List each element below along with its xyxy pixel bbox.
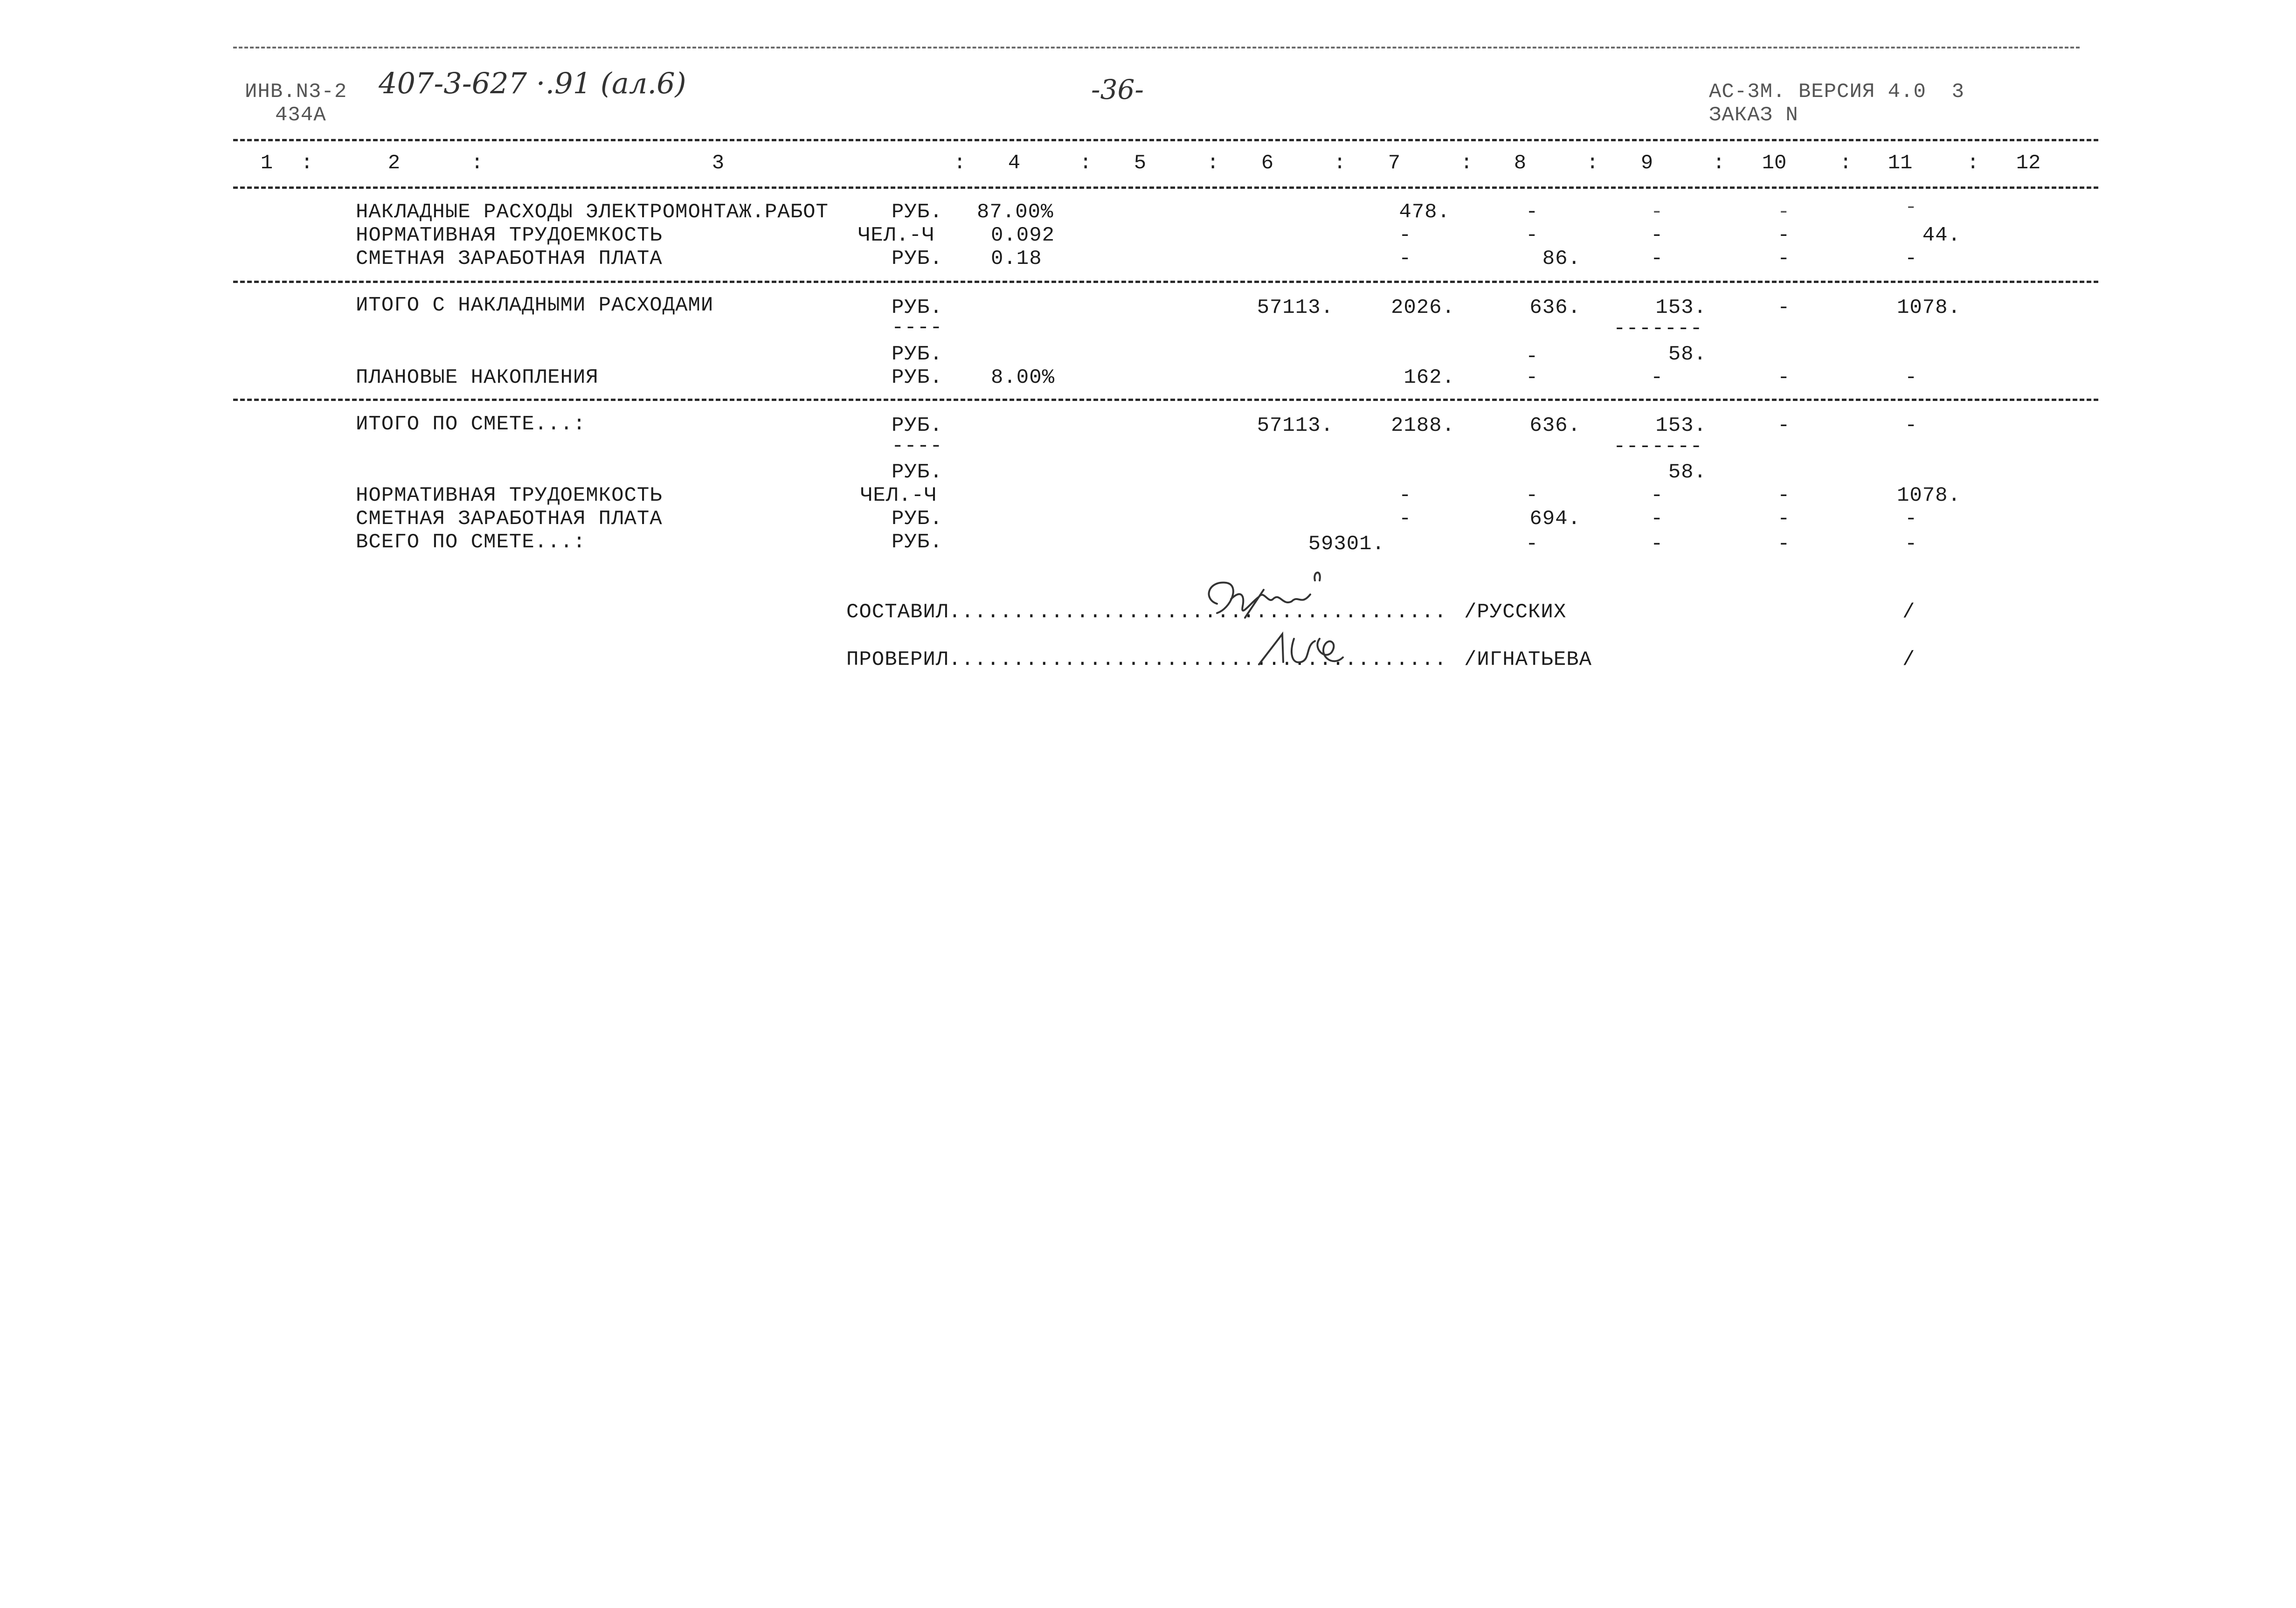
cell-col11: 1078. — [1896, 296, 1961, 319]
cell-col4: 87.00% — [977, 200, 1054, 224]
row-name: ПЛАНОВЫЕ НАКОПЛЕНИЯ — [356, 366, 599, 389]
cell-col8: - — [1526, 532, 1539, 556]
cell-col10: - — [1777, 484, 1791, 507]
column-11: 11 — [1888, 152, 1913, 175]
row-unit: РУБ. — [892, 200, 943, 224]
compiled-name: /РУССКИХ — [1464, 600, 1567, 624]
cell-col10: - — [1777, 224, 1791, 247]
cell-col11: - — [1905, 247, 1918, 270]
row-name: СМЕТНАЯ ЗАРАБОТНАЯ ПЛАТА — [356, 507, 663, 531]
cell-col9: - — [1651, 224, 1664, 247]
column-1: 1 — [260, 152, 273, 175]
handwritten-signature — [1250, 620, 1371, 676]
program-version: АС-3М. ВЕРСИЯ 4.0 3 — [1709, 80, 1965, 104]
cell-col8: - — [1526, 224, 1539, 247]
checked-name: /ИГНАТЬЕВА — [1464, 648, 1592, 671]
column-sep: : — [1079, 152, 1093, 175]
column-12: 12 — [2016, 152, 2041, 175]
cell-col6: 57113. — [1257, 296, 1334, 319]
inventory-number: 434А — [275, 104, 326, 127]
row-unit-second: РУБ. — [892, 343, 943, 366]
cell-col10: - — [1777, 414, 1791, 437]
column-sep: : — [1713, 152, 1726, 175]
cell-col10: - — [1777, 366, 1791, 389]
cell-col11: - — [1905, 414, 1918, 437]
inventory-label: ИНВ.N3-2 — [245, 80, 347, 104]
row-name: НАКЛАДНЫЕ РАСХОДЫ ЭЛЕКТРОМОНТАЖ.РАБОТ — [356, 200, 829, 224]
cell-col11: 1078. — [1896, 484, 1961, 507]
section-rule — [233, 399, 2098, 401]
checked-slash: / — [1902, 648, 1916, 671]
column-sep: : — [1334, 152, 1347, 175]
column-sep: : — [471, 152, 484, 175]
cell-col6: 59301. — [1308, 532, 1385, 556]
cell-col9-dash: ------- — [1613, 435, 1703, 458]
row-name: ИТОГО ПО СМЕТЕ...: — [356, 413, 586, 436]
column-3: 3 — [712, 152, 725, 175]
row-unit-dash: ---- — [892, 316, 943, 339]
cell-col9: - — [1651, 247, 1664, 270]
column-5: 5 — [1134, 152, 1147, 175]
cell-col6: 57113. — [1257, 414, 1334, 437]
cell-col11: - — [1905, 366, 1918, 389]
cell-col9-second: 58. — [1668, 461, 1707, 484]
cell-col9: - — [1651, 200, 1664, 224]
row-unit: РУБ. — [892, 296, 943, 319]
cell-col7: 2188. — [1390, 414, 1455, 437]
cell-col11: 44. — [1922, 224, 1961, 247]
row-unit: РУБ. — [892, 366, 943, 389]
row-name: ИТОГО С НАКЛАДНЫМИ РАСХОДАМИ — [356, 294, 714, 317]
cell-col11: - — [1905, 196, 1918, 219]
cell-col11: - — [1905, 507, 1918, 531]
row-name: НОРМАТИВНАЯ ТРУДОЕМКОСТЬ — [356, 224, 663, 247]
cell-col4: 0.18 — [991, 247, 1042, 270]
cell-col9: - — [1651, 507, 1664, 531]
compiled-slash: / — [1902, 600, 1916, 624]
handwritten-project-code: 407-3-627 ·.91 (ал.6) — [379, 66, 686, 100]
cell-col9: 153. — [1655, 296, 1707, 319]
cell-col7: - — [1399, 484, 1412, 507]
cell-col9: - — [1651, 484, 1664, 507]
column-sep: : — [1207, 152, 1220, 175]
cell-col8: - — [1526, 366, 1539, 389]
column-4: 4 — [1008, 152, 1021, 175]
column-sep: : — [1967, 152, 1980, 175]
page-number: -36- — [1091, 74, 1144, 105]
column-sep: : — [1586, 152, 1599, 175]
row-unit: РУБ. — [892, 507, 943, 531]
row-unit: ЧЕЛ.-Ч — [860, 484, 937, 507]
column-sep: : — [954, 152, 967, 175]
order-number: ЗАКАЗ N — [1709, 104, 1798, 127]
header-top-rule — [233, 139, 2098, 141]
row-unit-second: РУБ. — [892, 461, 943, 484]
cell-col8: 694. — [1529, 507, 1581, 531]
row-unit: ЧЕЛ.-Ч — [858, 224, 935, 247]
cell-col10: - — [1777, 200, 1791, 224]
row-unit-dash: ---- — [892, 435, 943, 458]
checked-label: ПРОВЕРИЛ....................................... — [846, 648, 1447, 671]
cell-col8: 636. — [1529, 414, 1581, 437]
compiled-label: СОСТАВИЛ....................................... — [846, 600, 1447, 624]
column-7: 7 — [1388, 152, 1401, 175]
row-unit: РУБ. — [892, 531, 943, 554]
section-rule — [233, 281, 2098, 283]
cell-col9: - — [1651, 366, 1664, 389]
cell-col7: 2026. — [1390, 296, 1455, 319]
column-10: 10 — [1762, 152, 1787, 175]
cell-col9-second: 58. — [1668, 343, 1707, 366]
cell-col8: 86. — [1542, 247, 1581, 270]
cell-col4: 8.00% — [991, 366, 1055, 389]
row-name: ВСЕГО ПО СМЕТЕ...: — [356, 531, 586, 554]
cell-col11: - — [1905, 532, 1918, 556]
cell-col9: - — [1651, 532, 1664, 556]
column-8: 8 — [1514, 152, 1527, 175]
column-9: 9 — [1640, 152, 1653, 175]
cell-col7: - — [1399, 507, 1412, 531]
cell-col10: - — [1777, 507, 1791, 531]
cell-col9: 153. — [1655, 414, 1707, 437]
cell-col8: - — [1526, 484, 1539, 507]
cell-col9-dash: ------- — [1613, 317, 1703, 340]
column-sep: : — [301, 152, 314, 175]
cell-col10: - — [1777, 247, 1791, 270]
row-name: СМЕТНАЯ ЗАРАБОТНАЯ ПЛАТА — [356, 247, 663, 270]
header-bottom-rule — [233, 186, 2098, 189]
cell-col8: - — [1526, 200, 1539, 224]
row-unit: РУБ. — [892, 414, 943, 437]
column-sep: : — [1460, 152, 1473, 175]
row-name: НОРМАТИВНАЯ ТРУДОЕМКОСТЬ — [356, 484, 663, 507]
row-unit: РУБ. — [892, 247, 943, 270]
column-sep: : — [1840, 152, 1853, 175]
cell-col8-upper: - — [1526, 345, 1539, 368]
cell-col8: 636. — [1529, 296, 1581, 319]
cell-col7: - — [1399, 224, 1412, 247]
top-edge-rule — [233, 47, 2080, 48]
column-2: 2 — [387, 152, 401, 175]
column-6: 6 — [1261, 152, 1274, 175]
cell-col10: - — [1777, 532, 1791, 556]
cell-col7: 478. — [1399, 200, 1450, 224]
cell-col10: - — [1777, 296, 1791, 319]
cell-col4: 0.092 — [991, 224, 1055, 247]
cell-col7: 162. — [1404, 366, 1455, 389]
cell-col7: - — [1399, 247, 1412, 270]
